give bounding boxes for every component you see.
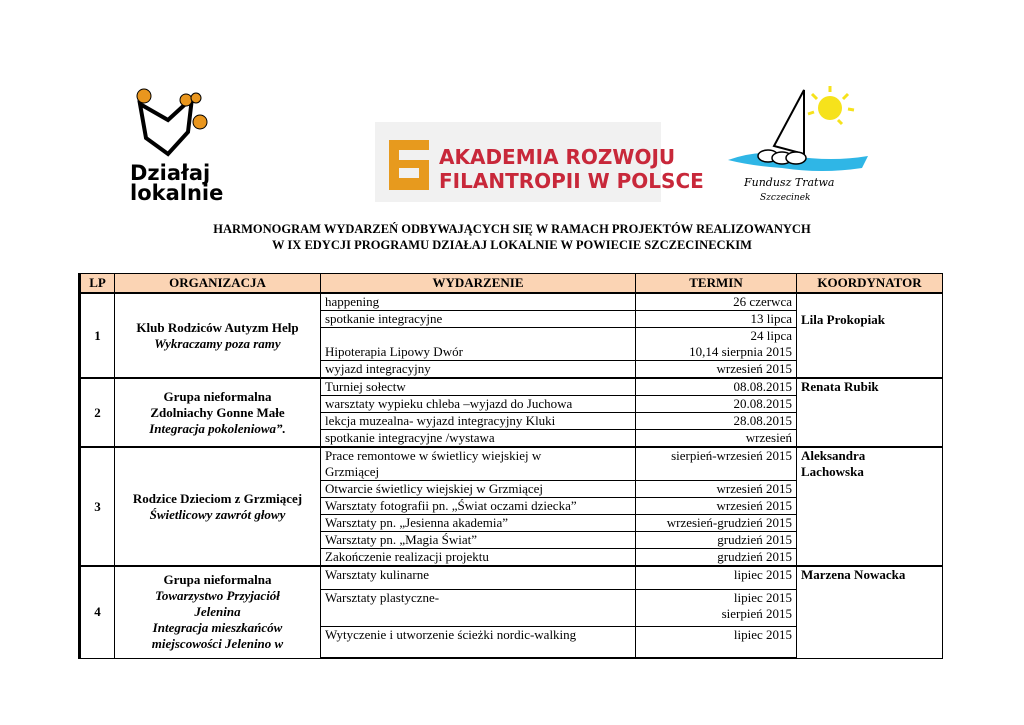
lp-cell: 3: [80, 447, 115, 566]
coordinator-line: Lachowska: [801, 464, 864, 479]
event-cell: warsztaty wypieku chleba –wyjazd do Juchowa: [321, 396, 636, 413]
header-org: ORGANIZACJA: [115, 274, 321, 294]
termin-cell: 13 lipca: [636, 311, 797, 328]
coordinator-cell: Renata Rubik: [797, 378, 943, 447]
event-cell: lekcja muzealna- wyjazd integracyjny Kluki: [321, 413, 636, 430]
event-line: Grzmiącej: [325, 464, 380, 479]
event-cell: Hipoterapia Lipowy Dwór: [321, 328, 636, 361]
table-header-row: [80, 274, 943, 294]
event-cell: Zakończenie realizacji projektu: [321, 549, 636, 567]
org-name: Rodzice Dzieciom z Grzmiącej: [132, 490, 303, 506]
org-cell: [115, 566, 321, 658]
lp-cell: 2: [80, 378, 115, 447]
header-koordynator: KOORDYNATOR: [797, 274, 943, 294]
org-project: Towarzystwo Przyjaciół: [155, 588, 280, 604]
org-name: Grupa nieformalna: [163, 388, 272, 404]
svg-text:FILANTROPII W POLSCE: FILANTROPII W POLSCE: [439, 169, 704, 193]
org-cell: [115, 293, 321, 378]
event-cell: Warsztaty pn. „Jesienna akademia”: [321, 515, 636, 532]
termin-line: 10,14 sierpnia 2015: [689, 344, 792, 359]
termin-cell: 08.08.2015: [636, 378, 797, 396]
event-line: Prace remontowe w świetlicy wiejskiej w: [325, 448, 542, 463]
termin-cell: grudzień 2015: [636, 532, 797, 549]
event-cell: Warsztaty fotografii pn. „Świat oczami dziecka”: [321, 498, 636, 515]
termin-cell: 28.08.2015: [636, 413, 797, 430]
schedule-table: [78, 273, 943, 659]
event-cell: happening: [321, 293, 636, 311]
termin-cell: wrzesień 2015: [636, 498, 797, 515]
event-cell: Warsztaty pn. „Magia Świat”: [321, 532, 636, 549]
termin-cell: [636, 328, 797, 361]
event-cell: [321, 447, 636, 481]
event-cell: Wytyczenie i utworzenie ścieżki nordic-walking: [321, 627, 636, 659]
termin-cell: lipiec 2015: [636, 566, 797, 590]
org-name: Grupa nieformalna: [163, 572, 272, 588]
coordinator-cell: Marzena Nowacka: [797, 566, 943, 658]
termin-line: lipiec 2015: [733, 590, 792, 605]
org-project-line2: Jelenina: [194, 604, 241, 620]
event-cell: wyjazd integracyjny: [321, 361, 636, 379]
org-project-line4: miejscowości Jelenino w: [151, 636, 284, 652]
svg-text:lokalnie: lokalnie: [130, 181, 224, 205]
org-project: Świetlicowy zawrót głowy: [149, 506, 286, 522]
org-cell: [115, 378, 321, 447]
termin-cell: grudzień 2015: [636, 549, 797, 567]
fundusz-tratwa-logo: [722, 84, 872, 204]
coordinator-cell: [797, 447, 943, 566]
event-cell: spotkanie integracyjne /wystawa: [321, 430, 636, 448]
termin-cell: wrzesień 2015: [636, 361, 797, 379]
table-row: [80, 566, 943, 590]
event-cell: Warsztaty plastyczne-: [321, 590, 636, 627]
table-row: [80, 447, 943, 481]
coordinator-line: Aleksandra: [801, 448, 866, 463]
page-title-line1: HARMONOGRAM WYDARZEŃ ODBYWAJĄCYCH SIĘ W RAMACH PROJEKTÓW REALIZOWANYCH: [213, 222, 811, 236]
header-termin: TERMIN: [636, 274, 797, 294]
termin-line: sierpień 2015: [721, 606, 792, 621]
org-project-line3: Integracja mieszkańców: [152, 620, 283, 636]
header-event: WYDARZENIE: [321, 274, 636, 294]
termin-cell: sierpień-wrzesień 2015: [636, 447, 797, 481]
org-name: Klub Rodziców Autyzm Help: [136, 319, 299, 335]
termin-cell: wrzesień 2015: [636, 481, 797, 498]
event-cell: Otwarcie świetlicy wiejskiej w Grzmiącej: [321, 481, 636, 498]
org-project: Wykraczamy poza ramy: [154, 335, 281, 351]
lp-cell: 1: [80, 293, 115, 378]
table-row: [80, 378, 943, 396]
svg-text:AKADEMIA ROZWOJU: AKADEMIA ROZWOJU: [439, 145, 676, 169]
org-project: Integracja pokoleniowa”.: [149, 420, 286, 436]
termin-cell: wrzesień-grudzień 2015: [636, 515, 797, 532]
dzialaj-lokalnie-logo: [128, 84, 224, 205]
svg-text:Szczecinek: Szczecinek: [760, 193, 811, 203]
table-row: [80, 293, 943, 311]
org-name-line2: Zdolniachy Gonne Małe: [150, 404, 285, 420]
termin-cell: 26 czerwca: [636, 293, 797, 311]
svg-text:Fundusz Tratwa: Fundusz Tratwa: [744, 176, 835, 189]
event-cell: Turniej sołectw: [321, 378, 636, 396]
event-cell: spotkanie integracyjne: [321, 311, 636, 328]
org-cell: [115, 447, 321, 566]
termin-cell: 20.08.2015: [636, 396, 797, 413]
termin-cell: lipiec 2015: [636, 627, 797, 659]
svg-text:Działaj: Działaj: [130, 161, 211, 185]
coordinator-cell: Lila Prokopiak: [797, 293, 943, 378]
termin-cell: [636, 590, 797, 627]
akademia-logo: [375, 122, 704, 202]
termin-line: 24 lipca: [750, 328, 792, 343]
header-lp: LP: [80, 274, 115, 294]
lp-cell: 4: [80, 566, 115, 658]
page-title-line2: W IX EDYCJI PROGRAMU DZIAŁAJ LOKALNIE W POWIECIE SZCZECINECKIM: [272, 238, 752, 252]
event-cell: Warsztaty kulinarne: [321, 566, 636, 590]
termin-cell: wrzesień: [636, 430, 797, 448]
